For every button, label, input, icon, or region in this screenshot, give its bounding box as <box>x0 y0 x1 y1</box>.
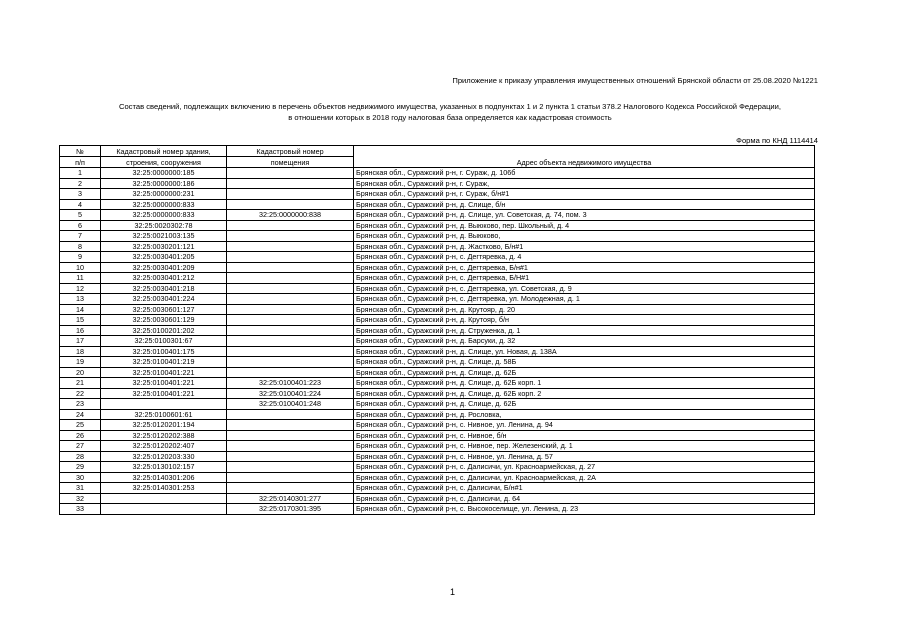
room-cadastral-cell <box>227 420 354 431</box>
document-intro <box>40 101 860 123</box>
row-number-cell: 33 <box>60 504 101 515</box>
row-number-cell: 27 <box>60 441 101 452</box>
room-cadastral-cell <box>227 304 354 315</box>
building-cadastral-cell: 32:25:0000000:185 <box>101 168 227 179</box>
address-cell: Брянская обл., Суражский р-н, д. Слище, д. 62Б <box>354 399 815 410</box>
building-cadastral-cell: 32:25:0030401:209 <box>101 262 227 273</box>
building-cadastral-cell <box>101 504 227 515</box>
room-cadastral-cell <box>227 472 354 483</box>
building-cadastral-cell: 32:25:0120201:194 <box>101 420 227 431</box>
table-row <box>60 346 815 357</box>
address-cell: Брянская обл., Суражский р-н, с. Дегтяревка, д. 4 <box>354 252 815 263</box>
building-cadastral-cell: 32:25:0100401:221 <box>101 367 227 378</box>
address-cell: Брянская обл., Суражский р-н, г. Сураж, б/н#1 <box>354 189 815 200</box>
appendix-note: Приложение к приказу управления имущественных отношений Брянской области от 25.08.2020 №1221 <box>452 76 818 85</box>
table-row <box>60 430 815 441</box>
table-row <box>60 378 815 389</box>
row-number-cell: 1 <box>60 168 101 179</box>
room-cadastral-cell <box>227 231 354 242</box>
address-cell: Брянская обл., Суражский р-н, д. Выюково, пер. Школьный, д. 4 <box>354 220 815 231</box>
building-cadastral-cell: 32:25:0100401:221 <box>101 378 227 389</box>
table-row <box>60 273 815 284</box>
room-cadastral-cell <box>227 273 354 284</box>
room-cadastral-cell <box>227 283 354 294</box>
address-cell: Брянская обл., Суражский р-н, с. Дегтяревка, Б/н#1 <box>354 262 815 273</box>
header-room-cadastral-sub: помещения <box>227 157 354 168</box>
row-number-cell: 23 <box>60 399 101 410</box>
table-row <box>60 294 815 305</box>
row-number-cell: 32 <box>60 493 101 504</box>
room-cadastral-cell <box>227 189 354 200</box>
intro-line-2: в отношении которых в 2018 году налоговая база определяется как кадастровая стоимость <box>288 113 612 122</box>
row-number-cell: 18 <box>60 346 101 357</box>
row-number-cell: 3 <box>60 189 101 200</box>
building-cadastral-cell: 32:25:0030401:224 <box>101 294 227 305</box>
address-cell: Брянская обл., Суражский р-н, г. Сураж, д. 106б <box>354 168 815 179</box>
building-cadastral-cell: 32:25:0020302:78 <box>101 220 227 231</box>
table-row <box>60 388 815 399</box>
address-cell: Брянская обл., Суражский р-н, д. Крутояр, д. 20 <box>354 304 815 315</box>
header-building-cadastral: Кадастровый номер здания, <box>101 146 227 157</box>
building-cadastral-cell: 32:25:0120202:407 <box>101 441 227 452</box>
building-cadastral-cell: 32:25:0130102:157 <box>101 462 227 473</box>
building-cadastral-cell: 32:25:0000000:833 <box>101 199 227 210</box>
room-cadastral-cell: 32:25:0100401:224 <box>227 388 354 399</box>
row-number-cell: 14 <box>60 304 101 315</box>
table-row <box>60 357 815 368</box>
row-number-cell: 26 <box>60 430 101 441</box>
room-cadastral-cell: 32:25:0170301:395 <box>227 504 354 515</box>
address-cell: Брянская обл., Суражский р-н, д. Слище, д. 62Б корп. 2 <box>354 388 815 399</box>
room-cadastral-cell <box>227 409 354 420</box>
table-row <box>60 472 815 483</box>
building-cadastral-cell: 32:25:0030401:205 <box>101 252 227 263</box>
header-number-sub: п/п <box>60 157 101 168</box>
address-cell: Брянская обл., Суражский р-н, д. Жастково, Б/н#1 <box>354 241 815 252</box>
building-cadastral-cell: 32:25:0100401:219 <box>101 357 227 368</box>
building-cadastral-cell: 32:25:0100401:175 <box>101 346 227 357</box>
address-cell: Брянская обл., Суражский р-н, с. Далисичи, ул. Красноармейская, д. 2А <box>354 472 815 483</box>
table-row <box>60 451 815 462</box>
building-cadastral-cell: 32:25:0140301:253 <box>101 483 227 494</box>
address-cell: Брянская обл., Суражский р-н, с. Нивное, пер. Железенский, д. 1 <box>354 441 815 452</box>
table-row <box>60 399 815 410</box>
property-table <box>59 145 815 515</box>
intro-line-1: Состав сведений, подлежащих включению в перечень объектов недвижимого имущества, указанных в подпунктах 1 и 2 пункта 1 статьи 378.2 Налогового Кодекса Российской Федерации, <box>118 102 782 111</box>
address-cell: Брянская обл., Суражский р-н, с. Дегтяревка, Б/Н#1 <box>354 273 815 284</box>
building-cadastral-cell <box>101 493 227 504</box>
row-number-cell: 7 <box>60 231 101 242</box>
table-row <box>60 420 815 431</box>
building-cadastral-cell: 32:25:0120202:388 <box>101 430 227 441</box>
building-cadastral-cell: 32:25:0000000:231 <box>101 189 227 200</box>
room-cadastral-cell: 32:25:0100401:223 <box>227 378 354 389</box>
row-number-cell: 4 <box>60 199 101 210</box>
table-row <box>60 504 815 515</box>
row-number-cell: 24 <box>60 409 101 420</box>
table-row <box>60 336 815 347</box>
row-number-cell: 30 <box>60 472 101 483</box>
address-cell: Брянская обл., Суражский р-н, с. Дегтяревка, ул. Молодежная, д. 1 <box>354 294 815 305</box>
table-row <box>60 462 815 473</box>
address-cell: Брянская обл., Суражский р-н, д. Слище, д. 58Б <box>354 357 815 368</box>
row-number-cell: 17 <box>60 336 101 347</box>
table-row <box>60 241 815 252</box>
room-cadastral-cell <box>227 178 354 189</box>
address-cell: Брянская обл., Суражский р-н, д. Слище, д. 62Б <box>354 367 815 378</box>
address-cell: Брянская обл., Суражский р-н, д. Слище, ул. Новая, д. 138А <box>354 346 815 357</box>
row-number-cell: 22 <box>60 388 101 399</box>
row-number-cell: 28 <box>60 451 101 462</box>
address-cell: Брянская обл., Суражский р-н, д. Крутояр, б/н <box>354 315 815 326</box>
row-number-cell: 21 <box>60 378 101 389</box>
address-cell: Брянская обл., Суражский р-н, с. Нивное, б/н <box>354 430 815 441</box>
room-cadastral-cell <box>227 357 354 368</box>
building-cadastral-cell: 32:25:0021003:135 <box>101 231 227 242</box>
room-cadastral-cell <box>227 220 354 231</box>
room-cadastral-cell <box>227 168 354 179</box>
building-cadastral-cell <box>101 399 227 410</box>
table-row <box>60 304 815 315</box>
row-number-cell: 9 <box>60 252 101 263</box>
building-cadastral-cell: 32:25:0100201:202 <box>101 325 227 336</box>
room-cadastral-cell <box>227 346 354 357</box>
building-cadastral-cell: 32:25:0100601:61 <box>101 409 227 420</box>
address-cell: Брянская обл., Суражский р-н, д. Струженка, д. 1 <box>354 325 815 336</box>
room-cadastral-cell <box>227 262 354 273</box>
address-cell: Брянская обл., Суражский р-н, с. Далисичи, д. 64 <box>354 493 815 504</box>
address-cell: Брянская обл., Суражский р-н, с. Нивное, ул. Ленина, д. 94 <box>354 420 815 431</box>
room-cadastral-cell <box>227 430 354 441</box>
row-number-cell: 12 <box>60 283 101 294</box>
table-row <box>60 409 815 420</box>
building-cadastral-cell: 32:25:0000000:833 <box>101 210 227 221</box>
header-address: Адрес объекта недвижимого имущества <box>354 146 815 168</box>
room-cadastral-cell: 32:25:0000000:838 <box>227 210 354 221</box>
table-row <box>60 252 815 263</box>
row-number-cell: 5 <box>60 210 101 221</box>
header-room-cadastral: Кадастровый номер <box>227 146 354 157</box>
building-cadastral-cell: 32:25:0030401:212 <box>101 273 227 284</box>
table-row <box>60 483 815 494</box>
room-cadastral-cell <box>227 241 354 252</box>
table-header <box>60 146 815 168</box>
room-cadastral-cell <box>227 441 354 452</box>
address-cell: Брянская обл., Суражский р-н, д. Слище, б/н <box>354 199 815 210</box>
table-row <box>60 283 815 294</box>
address-cell: Брянская обл., Суражский р-н, с. Высокоселище, ул. Ленина, д. 23 <box>354 504 815 515</box>
table-row <box>60 189 815 200</box>
table-row <box>60 168 815 179</box>
room-cadastral-cell <box>227 294 354 305</box>
row-number-cell: 8 <box>60 241 101 252</box>
building-cadastral-cell: 32:25:0030601:129 <box>101 315 227 326</box>
room-cadastral-cell <box>227 483 354 494</box>
address-cell: Брянская обл., Суражский р-н, с. Далисичи, Б/н#1 <box>354 483 815 494</box>
address-cell: Брянская обл., Суражский р-н, с. Нивное, ул. Ленина, д. 57 <box>354 451 815 462</box>
building-cadastral-cell: 32:25:0030601:127 <box>101 304 227 315</box>
table-row <box>60 220 815 231</box>
building-cadastral-cell: 32:25:0030201:121 <box>101 241 227 252</box>
row-number-cell: 31 <box>60 483 101 494</box>
row-number-cell: 15 <box>60 315 101 326</box>
building-cadastral-cell: 32:25:0140301:206 <box>101 472 227 483</box>
table-body <box>60 168 815 515</box>
address-cell: Брянская обл., Суражский р-н, д. Барсуки, д. 32 <box>354 336 815 347</box>
row-number-cell: 6 <box>60 220 101 231</box>
room-cadastral-cell: 32:25:0140301:277 <box>227 493 354 504</box>
building-cadastral-cell: 32:25:0120203:330 <box>101 451 227 462</box>
table-row <box>60 231 815 242</box>
address-cell: Брянская обл., Суражский р-н, д. Слище, д. 62Б корп. 1 <box>354 378 815 389</box>
room-cadastral-cell: 32:25:0100401:248 <box>227 399 354 410</box>
row-number-cell: 13 <box>60 294 101 305</box>
table-row <box>60 367 815 378</box>
row-number-cell: 29 <box>60 462 101 473</box>
room-cadastral-cell <box>227 367 354 378</box>
address-cell: Брянская обл., Суражский р-н, г. Сураж, <box>354 178 815 189</box>
form-code: Форма по КНД 1114414 <box>736 136 818 145</box>
address-cell: Брянская обл., Суражский р-н, д. Выюково, <box>354 231 815 242</box>
address-cell: Брянская обл., Суражский р-н, с. Дегтяревка, ул. Советская, д. 9 <box>354 283 815 294</box>
room-cadastral-cell <box>227 325 354 336</box>
room-cadastral-cell <box>227 451 354 462</box>
building-cadastral-cell: 32:25:0000000:186 <box>101 178 227 189</box>
table-row <box>60 325 815 336</box>
row-number-cell: 19 <box>60 357 101 368</box>
room-cadastral-cell <box>227 336 354 347</box>
row-number-cell: 10 <box>60 262 101 273</box>
room-cadastral-cell <box>227 199 354 210</box>
table-row <box>60 315 815 326</box>
address-cell: Брянская обл., Суражский р-н, с. Далисичи, ул. Красноармейская, д. 27 <box>354 462 815 473</box>
table-row <box>60 493 815 504</box>
page-number: 1 <box>449 587 455 597</box>
table-row <box>60 178 815 189</box>
row-number-cell: 20 <box>60 367 101 378</box>
building-cadastral-cell: 32:25:0030401:218 <box>101 283 227 294</box>
row-number-cell: 11 <box>60 273 101 284</box>
address-cell: Брянская обл., Суражский р-н, д. Рословка, <box>354 409 815 420</box>
row-number-cell: 2 <box>60 178 101 189</box>
table-row <box>60 262 815 273</box>
table-row <box>60 199 815 210</box>
header-number: № <box>60 146 101 157</box>
room-cadastral-cell <box>227 315 354 326</box>
header-building-cadastral-sub: строения, сооружения <box>101 157 227 168</box>
address-cell: Брянская обл., Суражский р-н, д. Слище, ул. Советская, д. 74, пом. 3 <box>354 210 815 221</box>
table-row <box>60 441 815 452</box>
room-cadastral-cell <box>227 462 354 473</box>
room-cadastral-cell <box>227 252 354 263</box>
table-row <box>60 210 815 221</box>
building-cadastral-cell: 32:25:0100301:67 <box>101 336 227 347</box>
row-number-cell: 25 <box>60 420 101 431</box>
row-number-cell: 16 <box>60 325 101 336</box>
building-cadastral-cell: 32:25:0100401:221 <box>101 388 227 399</box>
